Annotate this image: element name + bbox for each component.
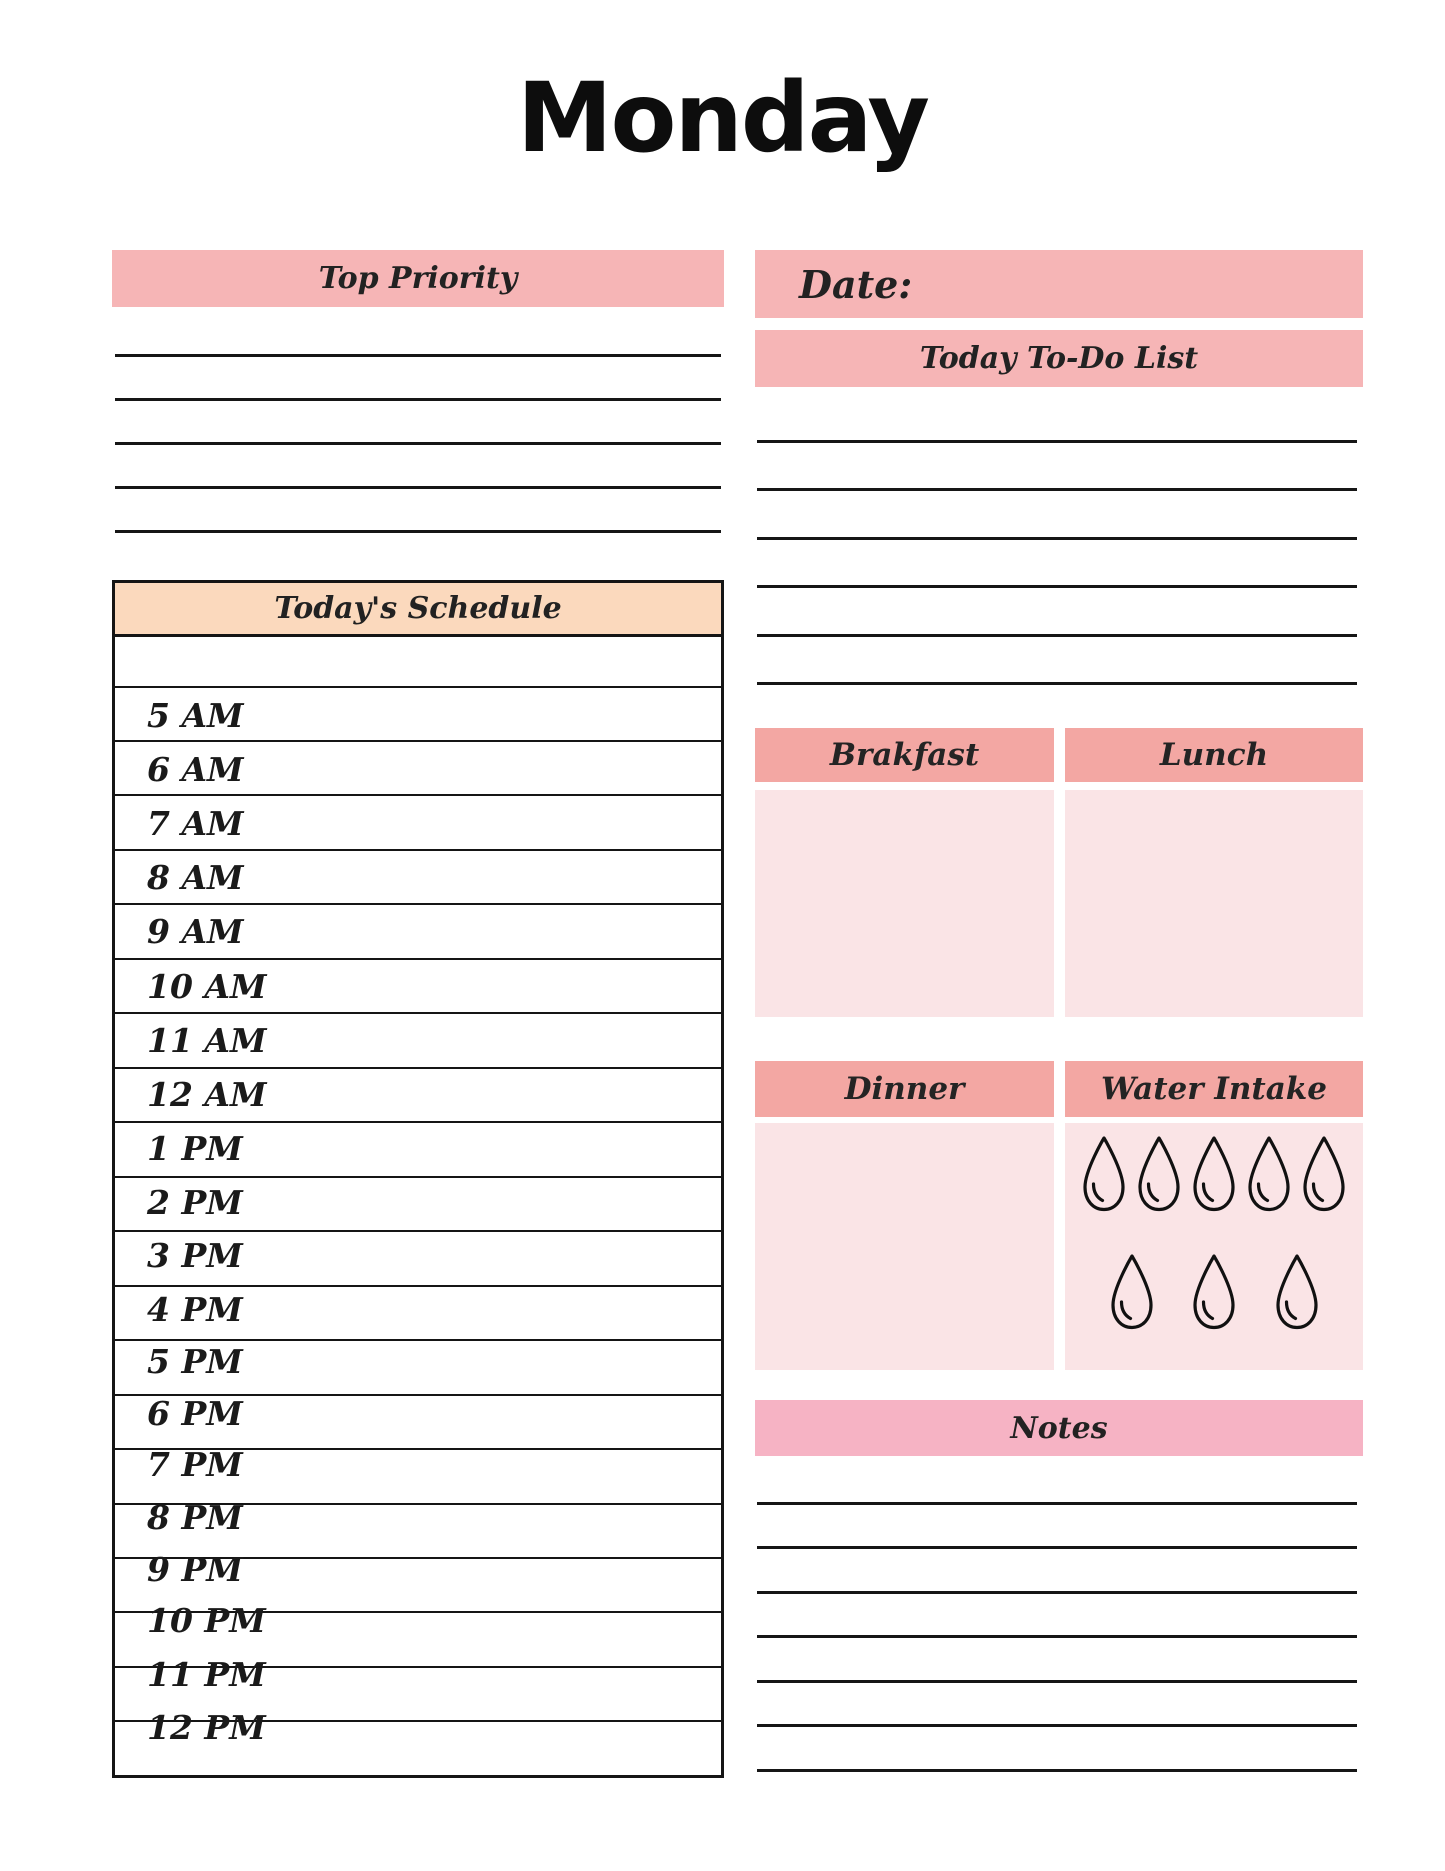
notes-header [755,1400,1363,1456]
schedule-time-label: 2 PM [147,1182,243,1222]
water-intake-header [1065,1061,1363,1117]
schedule-row[interactable] [115,686,721,740]
lunch-box[interactable] [1065,790,1363,1017]
schedule-row[interactable] [115,903,721,957]
water-drop-icon[interactable] [1190,1253,1238,1331]
lunch-header [1065,728,1363,782]
schedule-time-label: 7 AM [147,804,244,844]
dinner-box[interactable] [755,1123,1054,1370]
todo-writing-line[interactable] [757,588,1357,637]
notes-title: Notes [1010,1410,1108,1446]
date-label: Date: [799,261,913,307]
todo-writing-line[interactable] [757,443,1357,492]
schedule-time-label: 8 PM [147,1497,243,1537]
todo-title: Today To-Do List [919,341,1199,376]
schedule-time-label: 11 PM [147,1654,266,1694]
date-field[interactable] [755,250,1363,318]
schedule-time-label: 5 PM [147,1342,243,1382]
schedule-row[interactable] [115,1012,721,1066]
schedule-rows [115,686,721,1776]
schedule-table [112,580,724,1778]
todo-writing-line[interactable] [757,637,1357,686]
schedule-time-label: 12 PM [147,1708,266,1748]
water-drop-icon[interactable] [1080,1135,1128,1213]
breakfast-box[interactable] [755,790,1054,1017]
schedule-row[interactable] [115,958,721,1012]
schedule-time-label: 1 PM [147,1129,243,1169]
notes-writing-line[interactable] [757,1549,1357,1594]
water-intake-title: Water Intake [1100,1071,1328,1107]
top-priority-header [112,250,724,307]
schedule-row[interactable] [115,1230,721,1284]
todo-header [755,330,1363,387]
schedule-row[interactable] [115,1708,721,1774]
todo-writing-line[interactable] [757,394,1357,443]
schedule-time-label: 5 AM [147,695,244,735]
schedule-header [115,583,721,637]
water-drop-icon[interactable] [1273,1253,1321,1331]
schedule-row[interactable] [115,1121,721,1175]
top-priority-writing-line[interactable] [115,313,721,357]
schedule-time-label: 3 PM [147,1236,243,1276]
schedule-time-label: 9 PM [147,1550,243,1589]
water-drop-icon[interactable] [1300,1135,1348,1213]
schedule-row[interactable] [115,1339,721,1393]
top-priority-writing-line[interactable] [115,357,721,401]
notes-writing-line[interactable] [757,1594,1357,1639]
notes-writing-line[interactable] [757,1460,1357,1505]
notes-writing-line[interactable] [757,1683,1357,1728]
water-drop-icon[interactable] [1245,1135,1293,1213]
top-priority-writing-line[interactable] [115,401,721,445]
schedule-row[interactable] [115,1497,721,1557]
schedule-time-label: 6 AM [147,749,244,789]
schedule-row[interactable] [115,1176,721,1230]
schedule-row[interactable] [115,1067,721,1121]
water-intake-box [1065,1123,1363,1370]
schedule-row[interactable] [115,794,721,848]
schedule-time-label: 10 AM [147,966,267,1006]
notes-writing-line[interactable] [757,1505,1357,1550]
dinner-title: Dinner [844,1071,965,1107]
schedule-time-label: 9 AM [147,912,244,952]
todo-lines [757,394,1357,685]
todo-writing-line[interactable] [757,540,1357,589]
schedule-time-label: 4 PM [147,1289,243,1329]
schedule-empty-row[interactable] [115,637,721,686]
schedule-time-label: 8 AM [147,857,244,897]
top-priority-writing-line[interactable] [115,489,721,533]
top-priority-title: Top Priority [318,261,518,296]
notes-writing-line[interactable] [757,1638,1357,1683]
schedule-time-label: 6 PM [147,1393,243,1433]
lunch-title: Lunch [1159,737,1269,773]
notes-lines [757,1460,1357,1772]
schedule-time-label: 11 AM [147,1021,267,1061]
schedule-row[interactable] [115,1445,721,1502]
water-drop-icon[interactable] [1108,1253,1156,1331]
schedule-title: Today's Schedule [274,591,562,626]
todo-writing-line[interactable] [757,491,1357,540]
breakfast-header [755,728,1054,782]
schedule-row[interactable] [115,1394,721,1448]
water-drop-icon[interactable] [1190,1135,1238,1213]
notes-writing-line[interactable] [757,1727,1357,1772]
schedule-time-label: 12 AM [147,1074,267,1114]
schedule-time-label: 7 PM [147,1445,243,1485]
breakfast-title: Brakfast [829,737,980,773]
schedule-row[interactable] [115,1285,721,1339]
schedule-time-label: 10 PM [147,1601,266,1641]
top-priority-lines [115,313,721,533]
page-title: Monday [517,62,928,174]
dinner-header [755,1061,1054,1117]
schedule-row[interactable] [115,740,721,794]
water-drop-icon[interactable] [1135,1135,1183,1213]
top-priority-writing-line[interactable] [115,445,721,489]
schedule-row[interactable] [115,849,721,903]
